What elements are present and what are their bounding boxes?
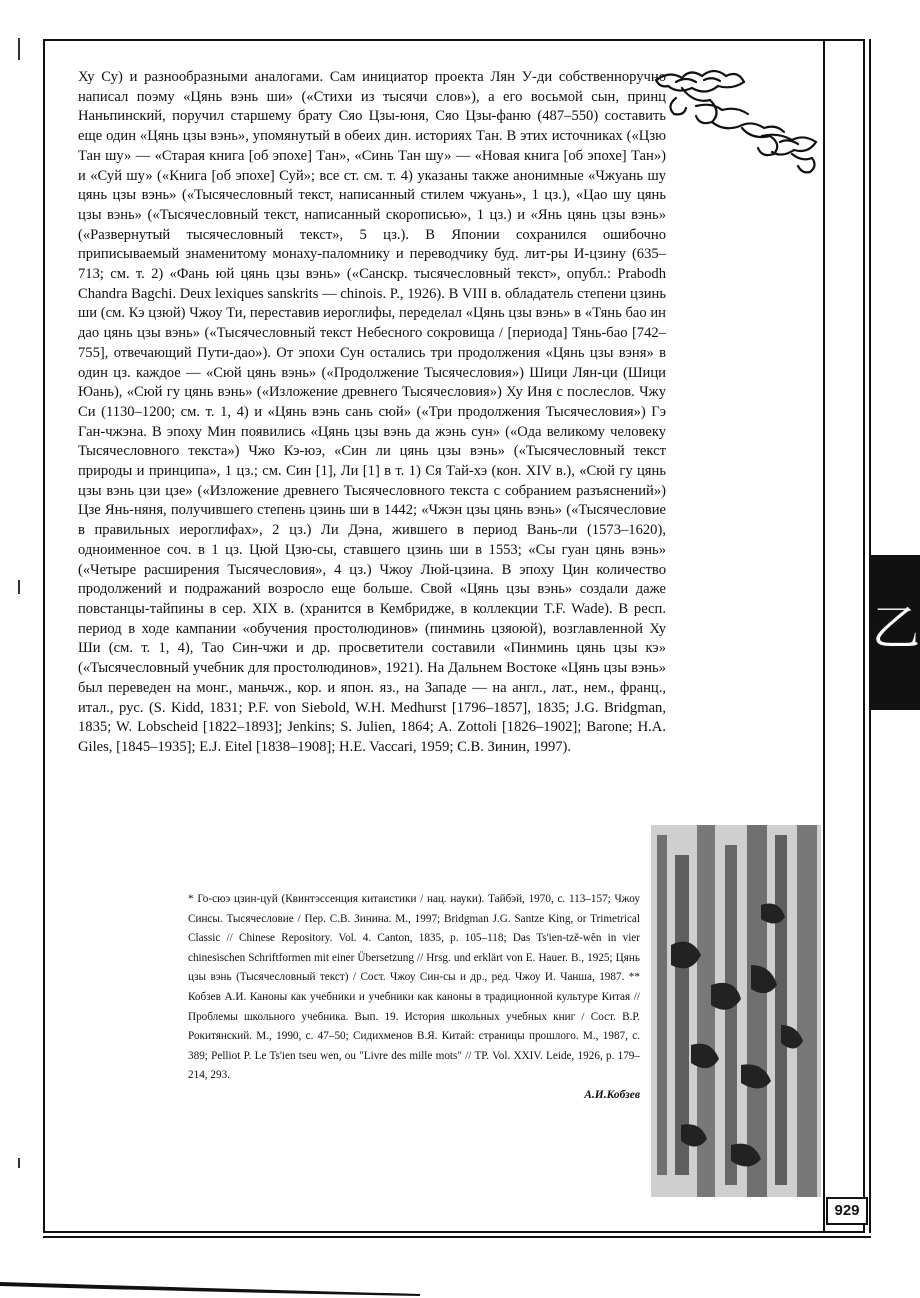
frame-rule xyxy=(43,1236,871,1238)
article-body xyxy=(78,68,666,758)
margin-mark xyxy=(18,38,20,60)
article-paragraph: Ху Су) и разнообразными аналогами. Сам инициатор проекта Лян У-ди собственноручно написал поэму «Цянь вэнь ши» («Стихи из тысячи слов»), а его восьмой сын, принц Наньпинский, поручил старшему брату Сяо Цзы-юня, Сяо Цзы-фаню (487–550) составить еще один «Цянь цзы вэнь», упомянутый в обеих дин. историях Тан. В этих источниках («Цзю Тан шу» — «Старая книга [об эпохе] Тан», «Синь Тан шу» — «Новая книга [об эпохе] Тан») и «Суй шу» («Книга [об эпохе] Суй»; все ст. см. т. 4) указаны также анонимные «Чжуань шу цянь цзы вэнь» («Тысячесловный текст, написанный стилем чжуань», 1 цз.), «Цао шу цянь цзы вэнь» («Тысячесловный текст, написанный скорописью», 1 цз.) и «Янь цянь цзы вэнь» («Развернутый тысячесловный текст», 5 цз.). В Японии сохранился ошибочно приписываемый знаменитому монаху-паломнику и переводчику буд. лит-ры И-цзину (635–713; см. т. 2) «Фань юй цянь цзы вэнь» («Санскр. тысячесловный текст», опубл.: Prabodh Chandra Bagchi. Deux lexiques sanskrits — chinois. P., 1926). В VIII в. обладатель степени цзинь ши (см. Кэ цзюй) Чжоу Ти, переставив иероглифы, переделал «Цянь цзы вэнь» в «Тянь бао ин дао цянь цзы вэнь» («Тысячесловный текст Небесного сокровища / [периода] Тянь-бао [742–755], отвечающий Пути-дао»). От эпохи Сун остались три продолжения «Цянь цзы вэня» в один цз. каждое — «Сюй цянь вэнь» («Продолжение Тысячесловия») Шици Лян-ци (Шици Юань), «Сюй гу цянь вэнь» («Изложение древнего Тысячесловия») Ху Иня с послеслов. Чжу Си (1130–1200; см. т. 1, 4) и «Цянь вэнь сань сюй» («Три продолжения Тысячесловия») Гэ Ган-чжэна. В эпоху Мин появились «Цянь цзы вэнь да жэнь сун» («Ода великому человеку Тысячесловного текста») Чжо Кэ-юэ, «Син ли цянь цзы вэнь» («Тысячесловный текст природы и принципа», 1 цз.; см. Син [1], Ли [1] в т. 1) Ся Тай-хэ (кон. XIV в.), «Сюй гу цянь цзы вэнь цзи цзе» («Изложение древнего Тысячесловного текста с собранием разъяснений») Цзе Янь-няня, получившего степень цзинь ши в 1442; «Чжэн цзы цянь вэнь» («Тысячесловие в правильных иероглифах», 2 цз.) Ли Дэна, жившего в период Вань-ли (1573–1620), одноименное соч. в 1 цз. Цюй Цзю-сы, ставшего цзинь ши в 1553; «Сы гуан цянь вэнь» («Четыре расширения Тысячесловия», 4 цз.) Чжоу Люй-цзина. В эпоху Цин количество продолжений и подражаний возросло еще больше. Свой «Цянь цзы вэнь» создали даже повстанцы-тайпины в сер. XIX в. (хранится в Кембридже, в коллекции T.F. Wade). В респ. период в ходе кампании «обучения простолюдинов» (пинминь цзяоюй), возглавленной Ху Ши (см. т. 1, 4), Тао Син-чжи и др. просветители составили «Пинминь цянь цзы кэ» («Тысячесловный учебник для простолюдинов», 1921). На Дальнем Востоке «Цянь цзы вэнь» был переведен на монг., маньчж., кор. и япон. яз., на Западе — на англ., лат., нем., франц., итал., рус. (S. Kidd, 1831; P.F. von Siebold, W.H. Medhurst [1796–1857], 1835; J.G. Bridgman, 1835; W. Lobscheid [1822–1893]; Jenkins; S. Julien, 1864; A. Zottoli [1826–1902]; Barone; H.A. Giles, [1845–1935]; E.J. Eitel [1838–1908]; H.E. Vaccari, 1959; С.В. Зинин, 1997). xyxy=(78,69,666,755)
bibliography-text: * Го-сюэ цзин-цуй (Квинтэссенция китаистики / нац. науки). Тайбэй, 1970, с. 113–157; Чжоу Синсы. Тысячесловие / Пер. С.В. Зинина. М., 1997; Bridgman J.G. Santze King, or Trimetrical Classic // Chinese Repository. Vol. 4. Canton, 1835, p. 105–118; Das Ts'ien-tzě-wên in vier chinesischen Schriftformen mit einer Übersetzung // Hrsg. und erklärt von E. Hauer. B., 1925; Цянь цзы вэнь (Тысячесловный текст) / Сост. Чжоу Син-сы и др., ред. Чжоу И. Чанша, 1987. ** Кобзев А.И. Каноны как учебники и учебники как каноны в традиционной культуре Китая // Проблемы школьного учебника. Вып. 19. История школьных учебных книг / Сост. В.Р. Рокитянский. М., 1990, с. 47–50; Сидихменов В.Я. Китай: страницы прошлого. М., 1987, с. 389; Pelliot P. Le Ts'ien tseu wen, ou "Livre des mille mots" // TP. Vol. XXIV. Leide, 1926, p. 179–214, 293. xyxy=(188,893,640,1082)
frame-rule xyxy=(823,39,825,1233)
thumb-index-glyph: 乙 xyxy=(872,600,920,656)
page-swoosh-icon xyxy=(0,1268,920,1298)
bibliography-notes xyxy=(188,890,640,1106)
margin-mark xyxy=(18,580,20,594)
calligraphy-image xyxy=(651,825,821,1197)
cloud-ornament-icon xyxy=(652,66,822,176)
article-author: А.И.Кобзев xyxy=(584,1088,640,1101)
margin-mark xyxy=(18,1158,20,1168)
page-number: 929 xyxy=(826,1197,868,1225)
